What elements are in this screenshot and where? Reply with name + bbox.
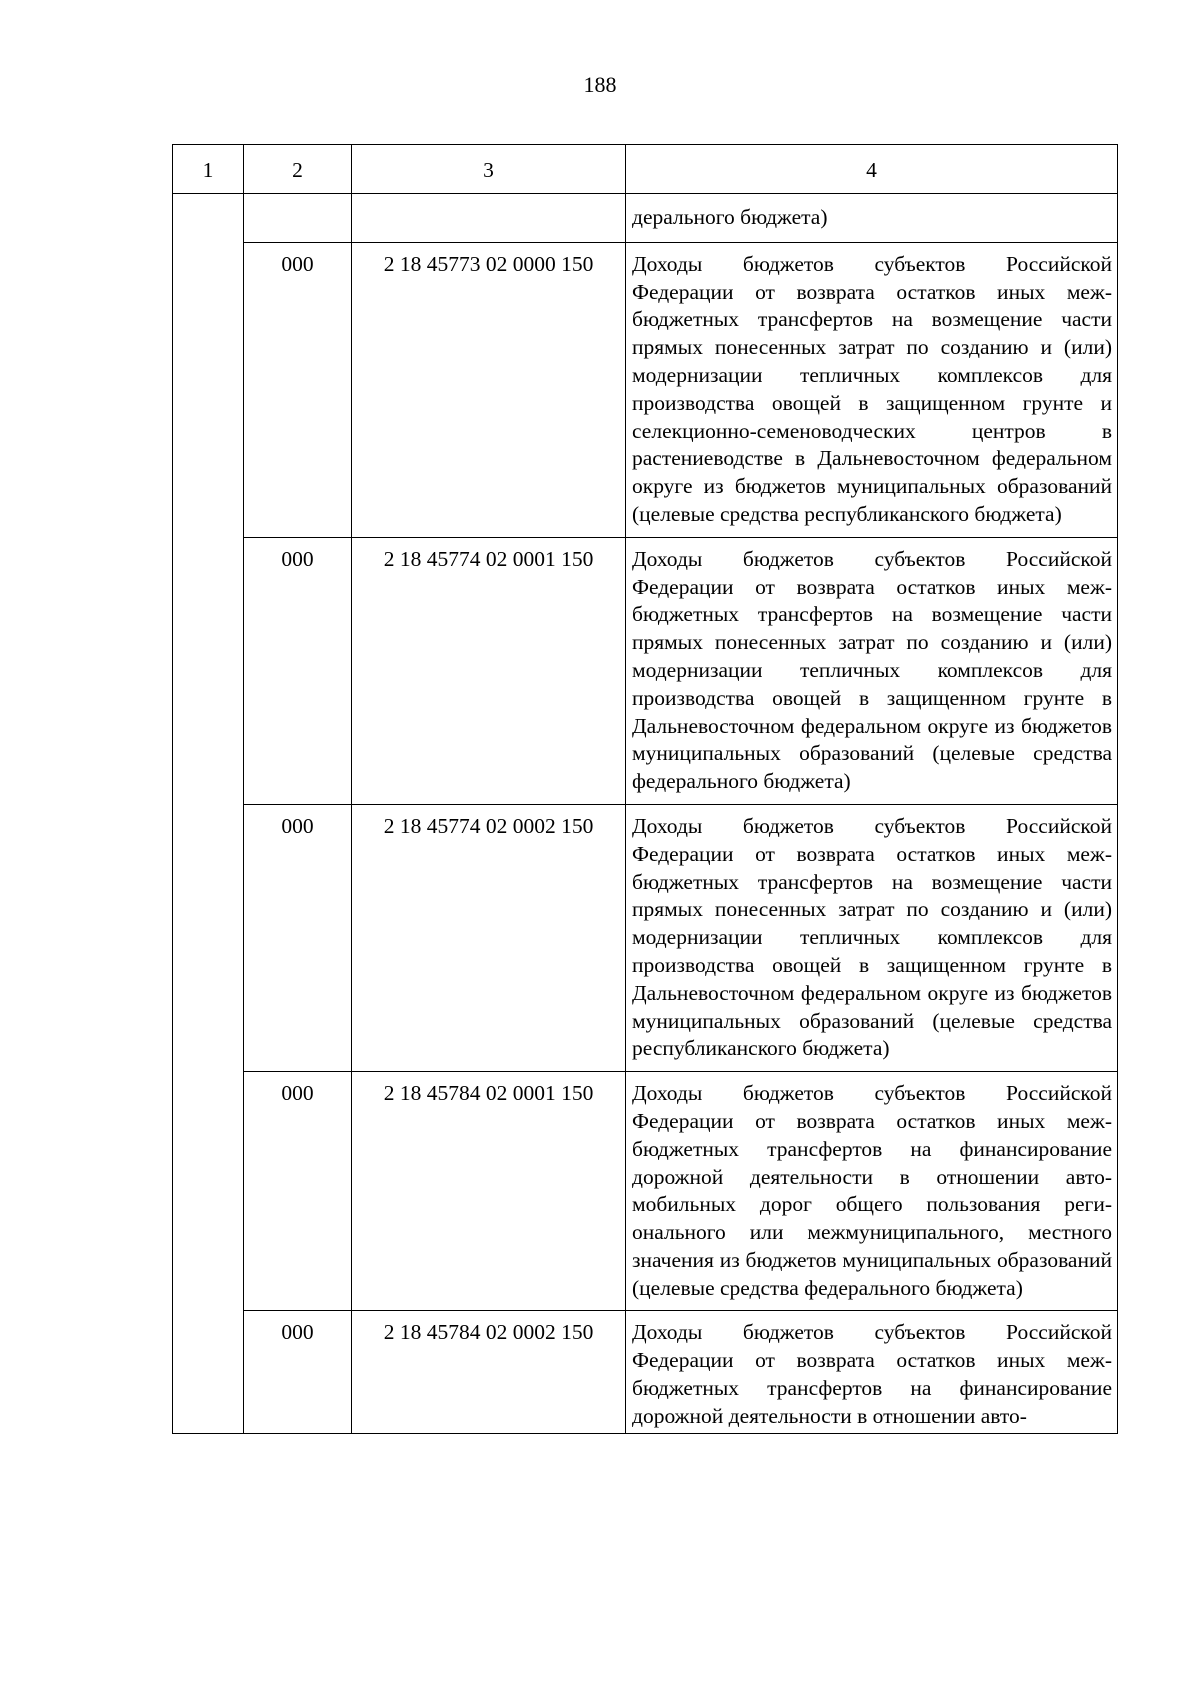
description-cell — [626, 1311, 1118, 1433]
description-cell — [626, 804, 1118, 1071]
revenue-code-cell: 2 18 45774 02 0002 150 — [352, 804, 626, 1071]
table-row — [173, 1311, 1118, 1433]
description-text: Доходы бюджетов субъектов Российской Федерации от возврата остатков иных межбюджетных трансфертов на возмещение части прямых понесенных затрат по созданию и (или) модернизации тепличных комплексов для производства овощей в защищенном грунте и селекционно-семеноводческих центров в растениеводстве в Дальневосточном федеральном округе из бюджетов муниципальных образований (целевые средства республиканского бюджета) — [632, 251, 1112, 526]
header-col-1: 1 — [173, 145, 244, 194]
description-cell — [626, 1072, 1118, 1311]
description-text: Доходы бюджетов субъектов Российской Федерации от возврата остатков иных межбюджетных трансфертов на финансирование дорожной деятельности в отношении автомобильных дорог общего пользования регионального или межмуниципального, местного значения из бюджетов муниципальных образований (целевые средства федерального бюджета) — [632, 1081, 1112, 1300]
revenue-code-cell: 2 18 45773 02 0000 150 — [352, 242, 626, 537]
page-number: 188 — [583, 72, 617, 97]
description-text: Доходы бюджетов субъектов Российской Федерации от возврата остатков иных межбюджетных трансфертов на финансирование дорожной деятельности в отношении авто- — [632, 1320, 1112, 1428]
description-text: Доходы бюджетов субъектов Российской Федерации от возврата остатков иных межбюджетных трансфертов на возмещение части прямых понесенных затрат по созданию и (или) модернизации тепличных комплексов для производства овощей в защищенном грунте в Дальневосточном федеральном округе из бюджетов муниципальных образований (целевые средства федерального бюджета) — [632, 546, 1112, 794]
admin-code-cell: 000 — [244, 1311, 352, 1433]
table-row — [173, 804, 1118, 1071]
admin-code-cell — [244, 194, 352, 243]
admin-code-cell: 000 — [244, 1072, 352, 1311]
table-header — [173, 145, 1118, 194]
admin-code-cell: 000 — [244, 804, 352, 1071]
table-row — [173, 1072, 1118, 1311]
description-text: дерального бюджета) — [632, 205, 828, 229]
revenue-code-cell — [352, 194, 626, 243]
admin-code-cell: 000 — [244, 537, 352, 804]
header-col-2: 2 — [244, 145, 352, 194]
header-col-4: 4 — [626, 145, 1118, 194]
revenue-code-cell: 2 18 45774 02 0001 150 — [352, 537, 626, 804]
col1-cell — [173, 194, 244, 1434]
budget-revenue-table — [172, 144, 1118, 1434]
description-cell — [626, 194, 1118, 243]
table-row — [173, 242, 1118, 537]
table-row — [173, 537, 1118, 804]
description-cell — [626, 242, 1118, 537]
revenue-code-cell: 2 18 45784 02 0001 150 — [352, 1072, 626, 1311]
header-row — [173, 145, 1118, 194]
header-col-3: 3 — [352, 145, 626, 194]
admin-code-cell: 000 — [244, 242, 352, 537]
description-cell — [626, 537, 1118, 804]
description-text: Доходы бюджетов субъектов Российской Федерации от возврата остатков иных межбюджетных трансфертов на возмещение части прямых понесенных затрат по созданию и (или) модернизации тепличных комплексов для производства овощей в защищенном грунте в Дальневосточном федеральном округе из бюджетов муниципальных образований (целевые средства республиканского бюджета) — [632, 813, 1112, 1061]
revenue-code-cell: 2 18 45784 02 0002 150 — [352, 1311, 626, 1433]
table-row — [173, 194, 1118, 243]
table-body — [173, 194, 1118, 1434]
